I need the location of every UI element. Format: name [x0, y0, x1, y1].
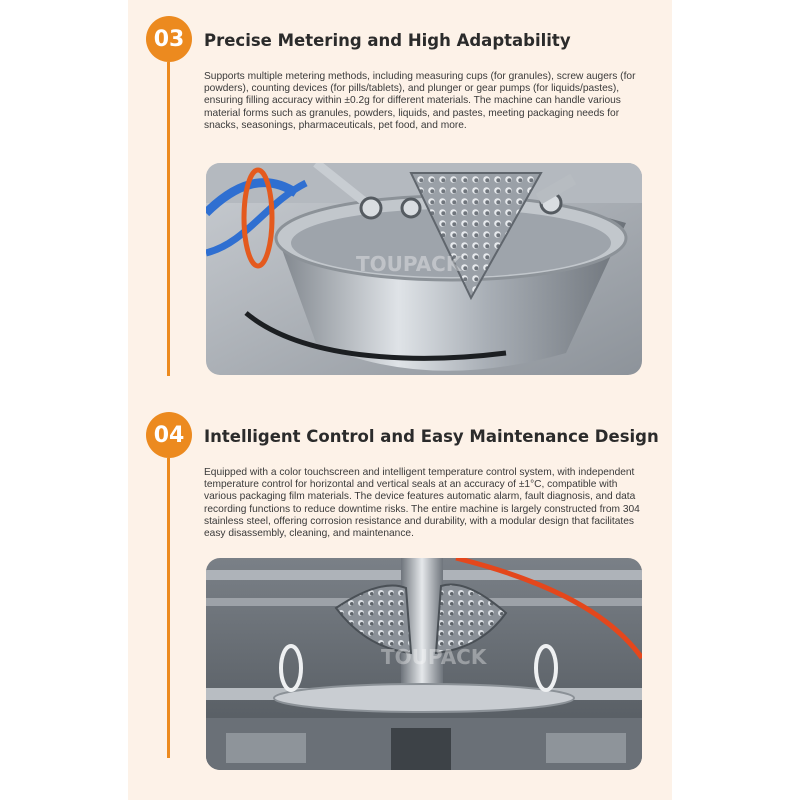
feature-section-04 — [128, 400, 672, 800]
hopper-photo-illustration — [206, 163, 642, 375]
product-photo-hopper — [206, 163, 642, 375]
section-title: Precise Metering and High Adaptability — [204, 31, 571, 50]
feature-section-03 — [128, 0, 672, 400]
section-title: Intelligent Control and Easy Maintenance Design — [204, 427, 659, 446]
photo-watermark: TOUPACK — [381, 645, 487, 669]
product-photo-forming-tube — [206, 558, 642, 770]
photo-watermark: TOUPACK — [356, 252, 462, 276]
timeline-line — [167, 458, 170, 758]
timeline-line — [167, 62, 170, 376]
section-number-badge: 03 — [146, 16, 192, 62]
feature-page — [128, 0, 672, 800]
section-description: Equipped with a color touchscreen and intelligent temperature control system, with independent temperature control for horizontal and vertical seals at an accuracy of ±1°C, compatible with various packaging film materials. The device features automatic alarm, fault diagnosis, and data recording functions to reduce downtime risks. The entire machine is largely constructed from 304 stainless steel, offering corrosion resistance and durability, with a modular design that facilitates easy disassembly, cleaning, and maintenance. — [204, 467, 640, 540]
forming-tube-photo-illustration — [206, 558, 642, 770]
section-description: Supports multiple metering methods, including measuring cups (for granules), screw augers (for powders), counting devices (for pills/tablets), and plunger or gear pumps (for liquids/pastes), ensuring filling accuracy within ±0.2g for different materials. The machine can handle various material forms such as granules, powders, liquids, and pastes, meeting packaging needs for snacks, seasonings, pharmaceuticals, pet food, and more. — [204, 71, 636, 131]
section-number-badge: 04 — [146, 412, 192, 458]
